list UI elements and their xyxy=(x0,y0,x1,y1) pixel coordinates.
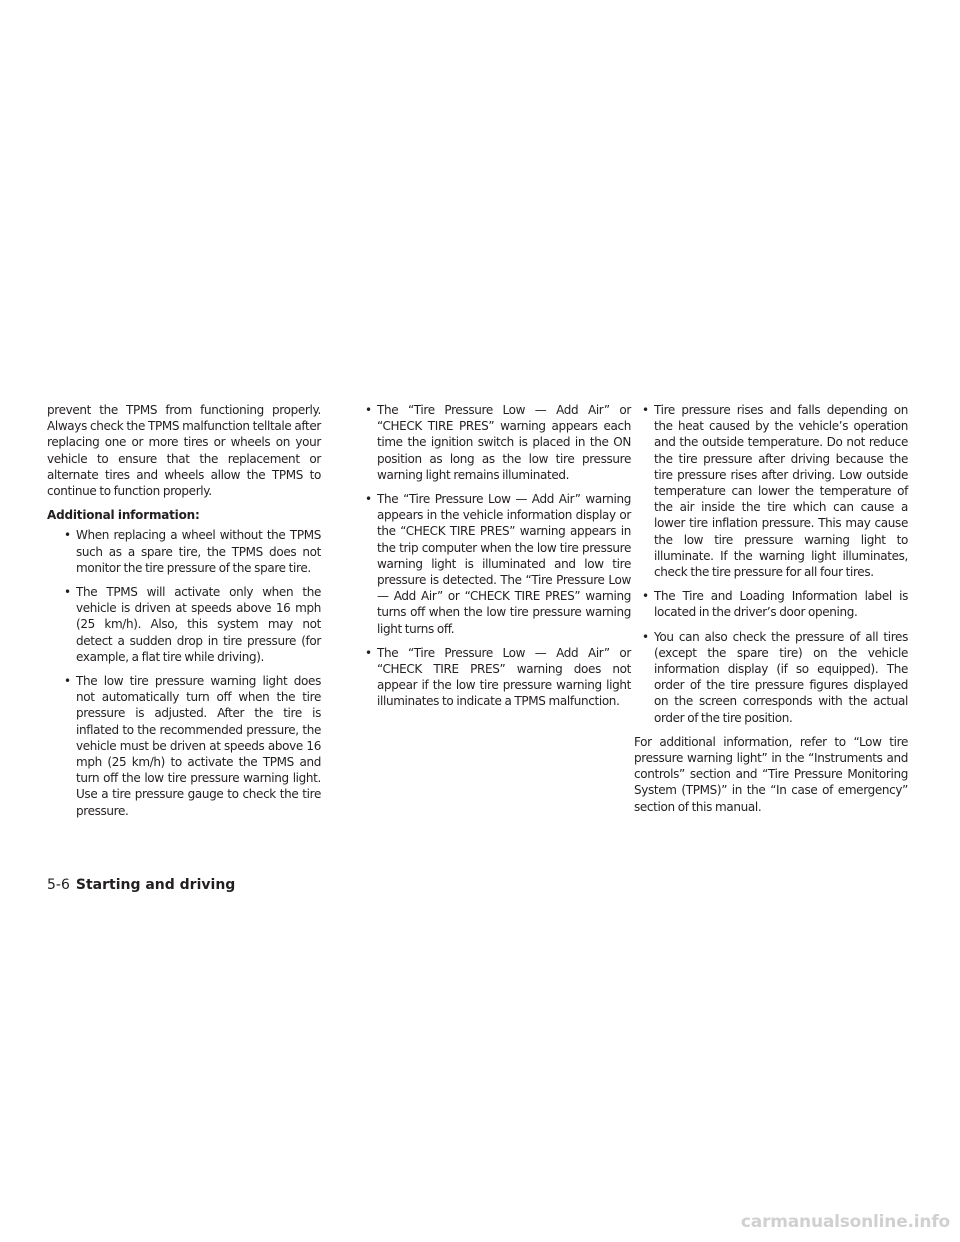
list-item: • When replacing a wheel without the TPMS such as a spare tire, the TPMS does not monitor the tire pressure of the spare tire. xyxy=(56,527,321,576)
list-item: • The Tire and Loading Information label is located in the driver’s door opening. xyxy=(634,588,908,620)
watermark-text[interactable]: carmanualsonline.info xyxy=(740,1212,950,1232)
bullet-list xyxy=(47,527,321,818)
intro-paragraph: prevent the TPMS from functioning properly. Always check the TPMS malfunction telltale after replacing one or more tires or wheels on your vehicle to ensure that the replacement or alternate tires and wheels allow the TPMS to continue to function properly. xyxy=(47,403,321,499)
text-column-right xyxy=(634,402,908,823)
list-item: • The “Tire Pressure Low — Add Air” or “CHECK TIRE PRES” warning does not appear if the low tire pressure warning light illuminates to indicate a TPMS malfunction. xyxy=(357,645,631,710)
section-heading: Additional information: xyxy=(47,508,200,523)
list-item: • The “Tire Pressure Low — Add Air” or “CHECK TIRE PRES” warning appears each time the ignition switch is placed in the ON position as long as the low tire pressure warning light remains illuminated. xyxy=(357,402,631,483)
list-item: • You can also check the pressure of all tires (except the spare tire) on the vehicle information display (if so equipped). The order of the tire pressure figures displayed on the screen corresponds with the actual order of the tire position. xyxy=(634,629,908,726)
list-item: • The low tire pressure warning light does not automatically turn off when the tire pressure is adjusted. After the tire is inflated to the recommended pressure, the vehicle must be driven at speeds above 16 mph (25 km/h) to activate the TPMS and turn off the low tire pressure warning light. Use a tire pressure gauge to check the tire pressure. xyxy=(56,673,321,819)
list-item: • The TPMS will activate only when the vehicle is driven at speeds above 16 mph (25 km/h). Also, this system may not detect a sudden drop in tire pressure (for example, a flat tire while driving). xyxy=(56,584,321,665)
list-item: • The “Tire Pressure Low — Add Air” warning appears in the vehicle information display or the “CHECK TIRE PRES” warning appears in the trip computer when the low tire pressure warning light is illuminated and low tire pressure is detected. The “Tire Pressure Low — Add Air” or “CHECK TIRE PRES” warning turns off when the low tire pressure warning light turns off. xyxy=(357,491,631,637)
text-column-left xyxy=(47,402,321,827)
bullet-list xyxy=(634,402,908,726)
bullet-list xyxy=(357,402,631,710)
page-footer xyxy=(47,876,235,894)
section-title: Starting and driving xyxy=(75,877,236,893)
text-column-middle xyxy=(357,402,631,718)
list-item: • Tire pressure rises and falls depending on the heat caused by the vehicle’s operation and the outside temperature. Do not reduce the tire pressure after driving because the tire pressure rises after driving. Low outside temperature can lower the temperature of the air inside the tire which can cause a lower tire inflation pressure. This may cause the low tire pressure warning light to illuminate. If the warning light illuminates, check the tire pressure for all four tires. xyxy=(634,402,908,580)
page-number: 5-6 xyxy=(47,877,70,893)
closing-paragraph: For additional information, refer to “Low tire pressure warning light” in the “Instruments and controls” section and “Tire Pressure Monitoring System (TPMS)” in the “In case of emergency” section of this manual. xyxy=(634,734,908,814)
